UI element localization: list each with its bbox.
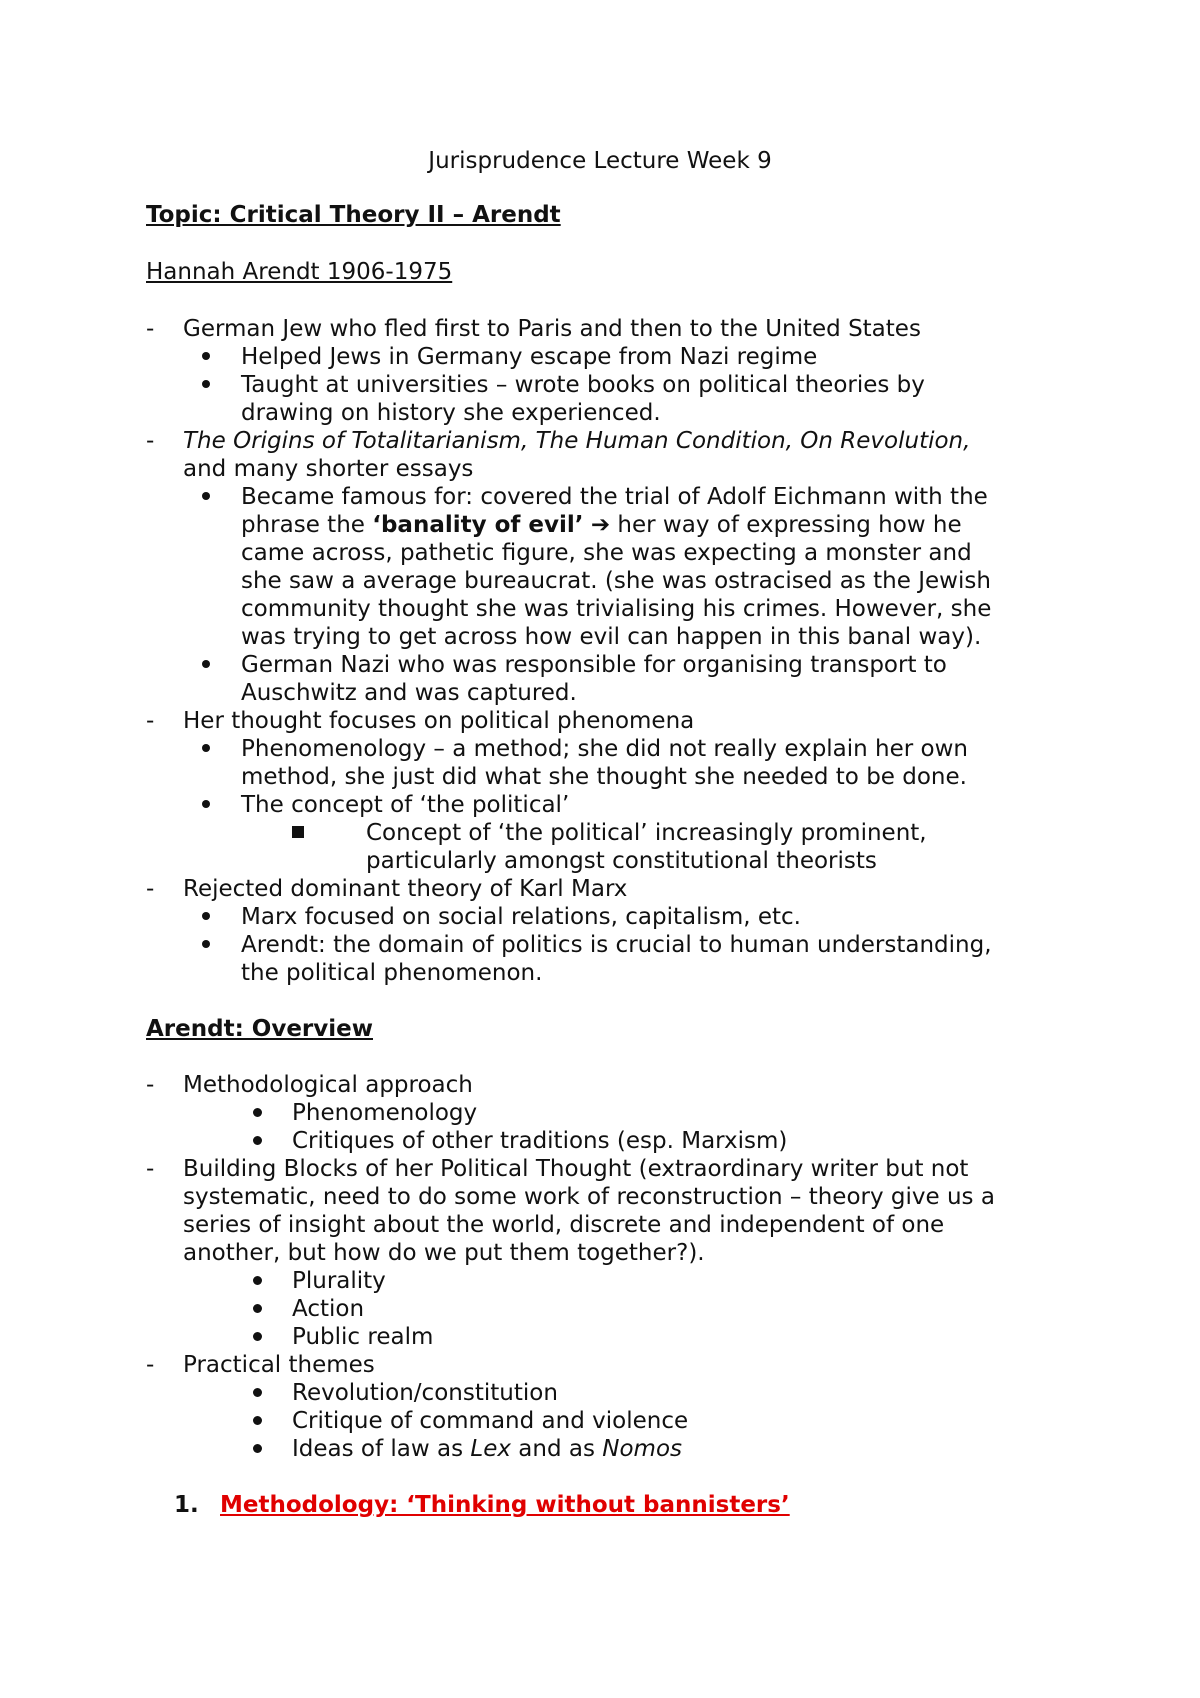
topic-heading: Topic: Critical Theory II – Arendt bbox=[146, 202, 561, 228]
dash-marker: - bbox=[146, 428, 155, 454]
list-item: Public realm bbox=[292, 1324, 434, 1350]
list-item-continuation: particularly amongst constitutional theorists bbox=[366, 848, 877, 874]
law-text: and as bbox=[510, 1436, 603, 1462]
dash-marker: - bbox=[146, 876, 155, 902]
list-item-continuation: another, but how do we put them together?). bbox=[183, 1240, 705, 1266]
phrase-suffix: her way of expressing how he bbox=[610, 512, 962, 538]
list-item bbox=[292, 1435, 682, 1463]
bullet-icon bbox=[202, 791, 210, 819]
square-bullet-icon bbox=[292, 819, 304, 847]
bullet-icon bbox=[202, 651, 210, 679]
list-item-continuation bbox=[241, 511, 962, 539]
bullet-icon bbox=[202, 735, 210, 763]
list-item: Practical themes bbox=[183, 1352, 375, 1378]
list-item-continuation: and many shorter essays bbox=[183, 456, 474, 482]
bullet-icon bbox=[253, 1323, 262, 1351]
lex-term: Lex bbox=[470, 1436, 511, 1462]
list-item-continuation: drawing on history she experienced. bbox=[241, 400, 661, 426]
phrase-prefix: phrase the bbox=[241, 512, 373, 538]
bullet-icon bbox=[253, 1295, 262, 1323]
list-item-continuation: was trying to get across how evil can happen in this banal way). bbox=[241, 624, 982, 650]
list-item: Helped Jews in Germany escape from Nazi regime bbox=[241, 344, 818, 370]
section-number: 1. bbox=[174, 1492, 199, 1518]
dash-marker: - bbox=[146, 708, 155, 734]
list-item-continuation: the political phenomenon. bbox=[241, 960, 543, 986]
list-item: German Jew who fled first to Paris and then to the United States bbox=[183, 316, 921, 342]
section-heading-methodology: Methodology: ‘Thinking without bannisters’ bbox=[220, 1492, 790, 1518]
list-item-continuation: series of insight about the world, discrete and independent of one bbox=[183, 1212, 945, 1238]
bullet-icon bbox=[202, 371, 210, 399]
list-item: Phenomenology bbox=[292, 1100, 478, 1126]
dash-marker: - bbox=[146, 316, 155, 342]
list-item: Her thought focuses on political phenomena bbox=[183, 708, 695, 734]
list-item: German Nazi who was responsible for organising transport to bbox=[241, 652, 947, 678]
nomos-term: Nomos bbox=[602, 1436, 683, 1462]
overview-heading: Arendt: Overview bbox=[146, 1016, 373, 1042]
dash-marker: - bbox=[146, 1352, 155, 1378]
bullet-icon bbox=[202, 483, 210, 511]
list-item: Revolution/constitution bbox=[292, 1380, 558, 1406]
bullet-icon bbox=[202, 931, 210, 959]
list-item-continuation: she saw a average bureaucrat. (she was ostracised as the Jewish bbox=[241, 568, 991, 594]
bullet-icon bbox=[253, 1267, 262, 1295]
bullet-icon bbox=[202, 903, 210, 931]
list-item: Rejected dominant theory of Karl Marx bbox=[183, 876, 628, 902]
list-item-continuation: community thought she was trivialising his crimes. However, she bbox=[241, 596, 992, 622]
list-item: Marx focused on social relations, capitalism, etc. bbox=[241, 904, 801, 930]
list-item: The concept of ‘the political’ bbox=[241, 792, 570, 818]
list-item-continuation: Auschwitz and was captured. bbox=[241, 680, 577, 706]
list-item: Concept of ‘the political’ increasingly prominent, bbox=[366, 820, 927, 846]
list-item: Critique of command and violence bbox=[292, 1408, 689, 1434]
law-text: Ideas of law as bbox=[292, 1436, 471, 1462]
list-item: Became famous for: covered the trial of Adolf Eichmann with the bbox=[241, 484, 988, 510]
list-item-books: The Origins of Totalitarianism, The Human Condition, On Revolution, bbox=[183, 428, 971, 454]
arrow-right-icon: ➔ bbox=[590, 512, 611, 538]
bullet-icon bbox=[253, 1407, 262, 1435]
dash-marker: - bbox=[146, 1072, 155, 1098]
banality-of-evil-phrase: ‘banality of evil’ bbox=[372, 512, 584, 538]
dash-marker: - bbox=[146, 1156, 155, 1182]
bullet-icon bbox=[253, 1379, 262, 1407]
bullet-icon bbox=[253, 1099, 262, 1127]
list-item: Critiques of other traditions (esp. Marxism) bbox=[292, 1128, 788, 1154]
list-item: Taught at universities – wrote books on political theories by bbox=[241, 372, 925, 398]
bullet-icon bbox=[202, 343, 210, 371]
bullet-icon bbox=[253, 1435, 262, 1463]
list-item-continuation: systematic, need to do some work of reconstruction – theory give us a bbox=[183, 1184, 995, 1210]
list-item: Building Blocks of her Political Thought (extraordinary writer but not bbox=[183, 1156, 969, 1182]
list-item: Plurality bbox=[292, 1268, 386, 1294]
document-title: Jurisprudence Lecture Week 9 bbox=[428, 148, 772, 174]
list-item: Methodological approach bbox=[183, 1072, 473, 1098]
list-item: Arendt: the domain of politics is crucial to human understanding, bbox=[241, 932, 992, 958]
list-item: Phenomenology – a method; she did not really explain her own bbox=[241, 736, 969, 762]
list-item: Action bbox=[292, 1296, 365, 1322]
list-item-continuation: method, she just did what she thought she needed to be done. bbox=[241, 764, 967, 790]
list-item-continuation: came across, pathetic figure, she was expecting a monster and bbox=[241, 540, 972, 566]
subheading-arendt: Hannah Arendt 1906-1975 bbox=[146, 259, 453, 285]
bullet-icon bbox=[253, 1127, 262, 1155]
